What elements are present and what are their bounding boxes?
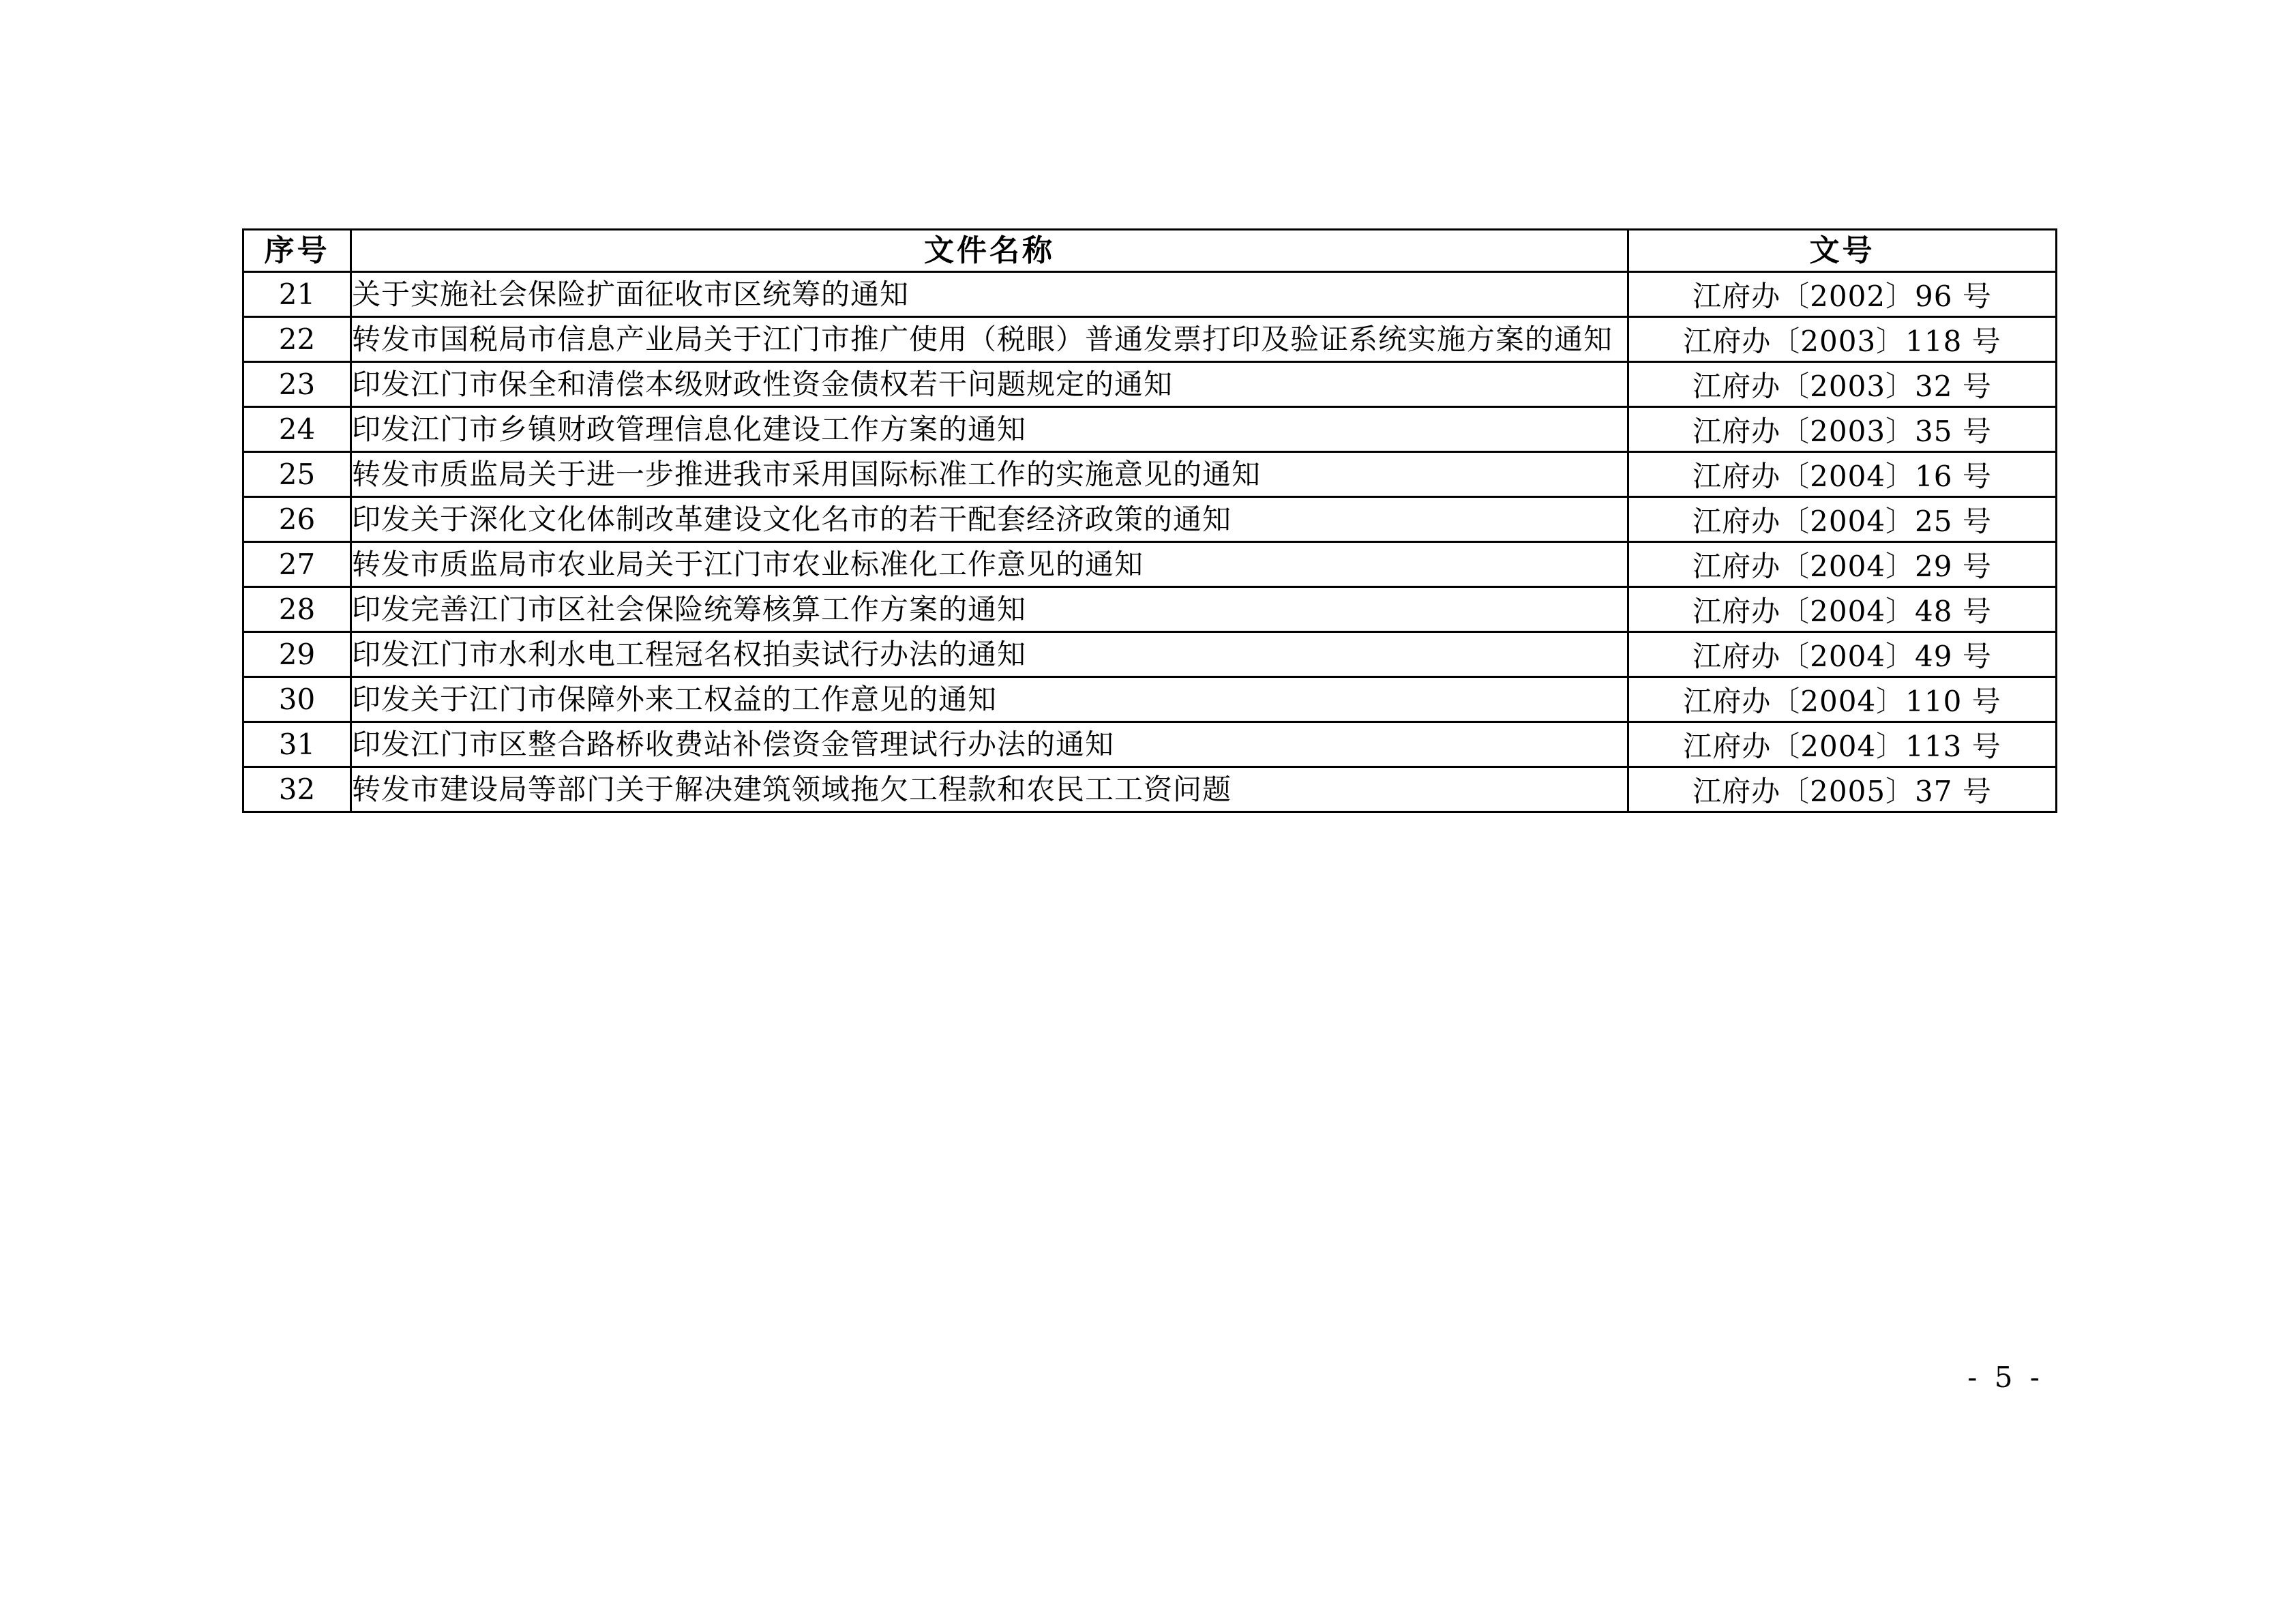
table-header-row: [243, 230, 2057, 272]
cell-sequence: 30: [243, 677, 351, 722]
cell-doc-number: 江府办〔2003〕118 号: [1628, 317, 2057, 362]
cell-doc-number: 江府办〔2004〕25 号: [1628, 497, 2057, 542]
cell-sequence: 29: [243, 632, 351, 677]
table-row: [243, 317, 2057, 362]
cell-file-name: 转发市质监局关于进一步推进我市采用国际标准工作的实施意见的通知: [351, 452, 1628, 497]
cell-file-name: 印发完善江门市区社会保险统筹核算工作方案的通知: [351, 587, 1628, 632]
cell-file-name: 转发市国税局市信息产业局关于江门市推广使用（税眼）普通发票打印及验证系统实施方案的通知: [351, 317, 1628, 362]
cell-sequence: 23: [243, 362, 351, 407]
column-header-file-name: 文件名称: [351, 230, 1628, 272]
cell-sequence: 31: [243, 722, 351, 767]
cell-sequence: 22: [243, 317, 351, 362]
table-body: [243, 272, 2057, 812]
cell-doc-number: 江府办〔2004〕110 号: [1628, 677, 2057, 722]
table-row: [243, 272, 2057, 317]
cell-file-name: 转发市质监局市农业局关于江门市农业标准化工作意见的通知: [351, 542, 1628, 587]
table-row: [243, 542, 2057, 587]
cell-file-name: 印发江门市水利水电工程冠名权拍卖试行办法的通知: [351, 632, 1628, 677]
cell-file-name: 转发市建设局等部门关于解决建筑领域拖欠工程款和农民工工资问题: [351, 767, 1628, 812]
cell-doc-number: 江府办〔2003〕32 号: [1628, 362, 2057, 407]
table-row: [243, 362, 2057, 407]
table-row: [243, 587, 2057, 632]
cell-doc-number: 江府办〔2004〕113 号: [1628, 722, 2057, 767]
cell-sequence: 24: [243, 407, 351, 452]
cell-doc-number: 江府办〔2004〕29 号: [1628, 542, 2057, 587]
cell-doc-number: 江府办〔2002〕96 号: [1628, 272, 2057, 317]
table-row: [243, 407, 2057, 452]
cell-file-name: 关于实施社会保险扩面征收市区统筹的通知: [351, 272, 1628, 317]
table-row: [243, 677, 2057, 722]
table-row: [243, 722, 2057, 767]
document-file-list-table: [242, 228, 2057, 813]
table-row: [243, 767, 2057, 812]
cell-sequence: 28: [243, 587, 351, 632]
cell-sequence: 26: [243, 497, 351, 542]
table-row: [243, 452, 2057, 497]
cell-file-name: 印发关于江门市保障外来工权益的工作意见的通知: [351, 677, 1628, 722]
column-header-doc-number: 文号: [1628, 230, 2057, 272]
cell-file-name: 印发江门市区整合路桥收费站补偿资金管理试行办法的通知: [351, 722, 1628, 767]
cell-doc-number: 江府办〔2004〕16 号: [1628, 452, 2057, 497]
table-row: [243, 632, 2057, 677]
table-row: [243, 497, 2057, 542]
cell-file-name: 印发关于深化文化体制改革建设文化名市的若干配套经济政策的通知: [351, 497, 1628, 542]
column-header-sequence: 序号: [243, 230, 351, 272]
cell-sequence: 32: [243, 767, 351, 812]
cell-sequence: 27: [243, 542, 351, 587]
page-number: - 5 -: [1967, 1360, 2044, 1394]
cell-sequence: 25: [243, 452, 351, 497]
cell-doc-number: 江府办〔2004〕48 号: [1628, 587, 2057, 632]
cell-doc-number: 江府办〔2003〕35 号: [1628, 407, 2057, 452]
cell-doc-number: 江府办〔2005〕37 号: [1628, 767, 2057, 812]
cell-doc-number: 江府办〔2004〕49 号: [1628, 632, 2057, 677]
cell-file-name: 印发江门市乡镇财政管理信息化建设工作方案的通知: [351, 407, 1628, 452]
cell-file-name: 印发江门市保全和清偿本级财政性资金债权若干问题规定的通知: [351, 362, 1628, 407]
cell-sequence: 21: [243, 272, 351, 317]
